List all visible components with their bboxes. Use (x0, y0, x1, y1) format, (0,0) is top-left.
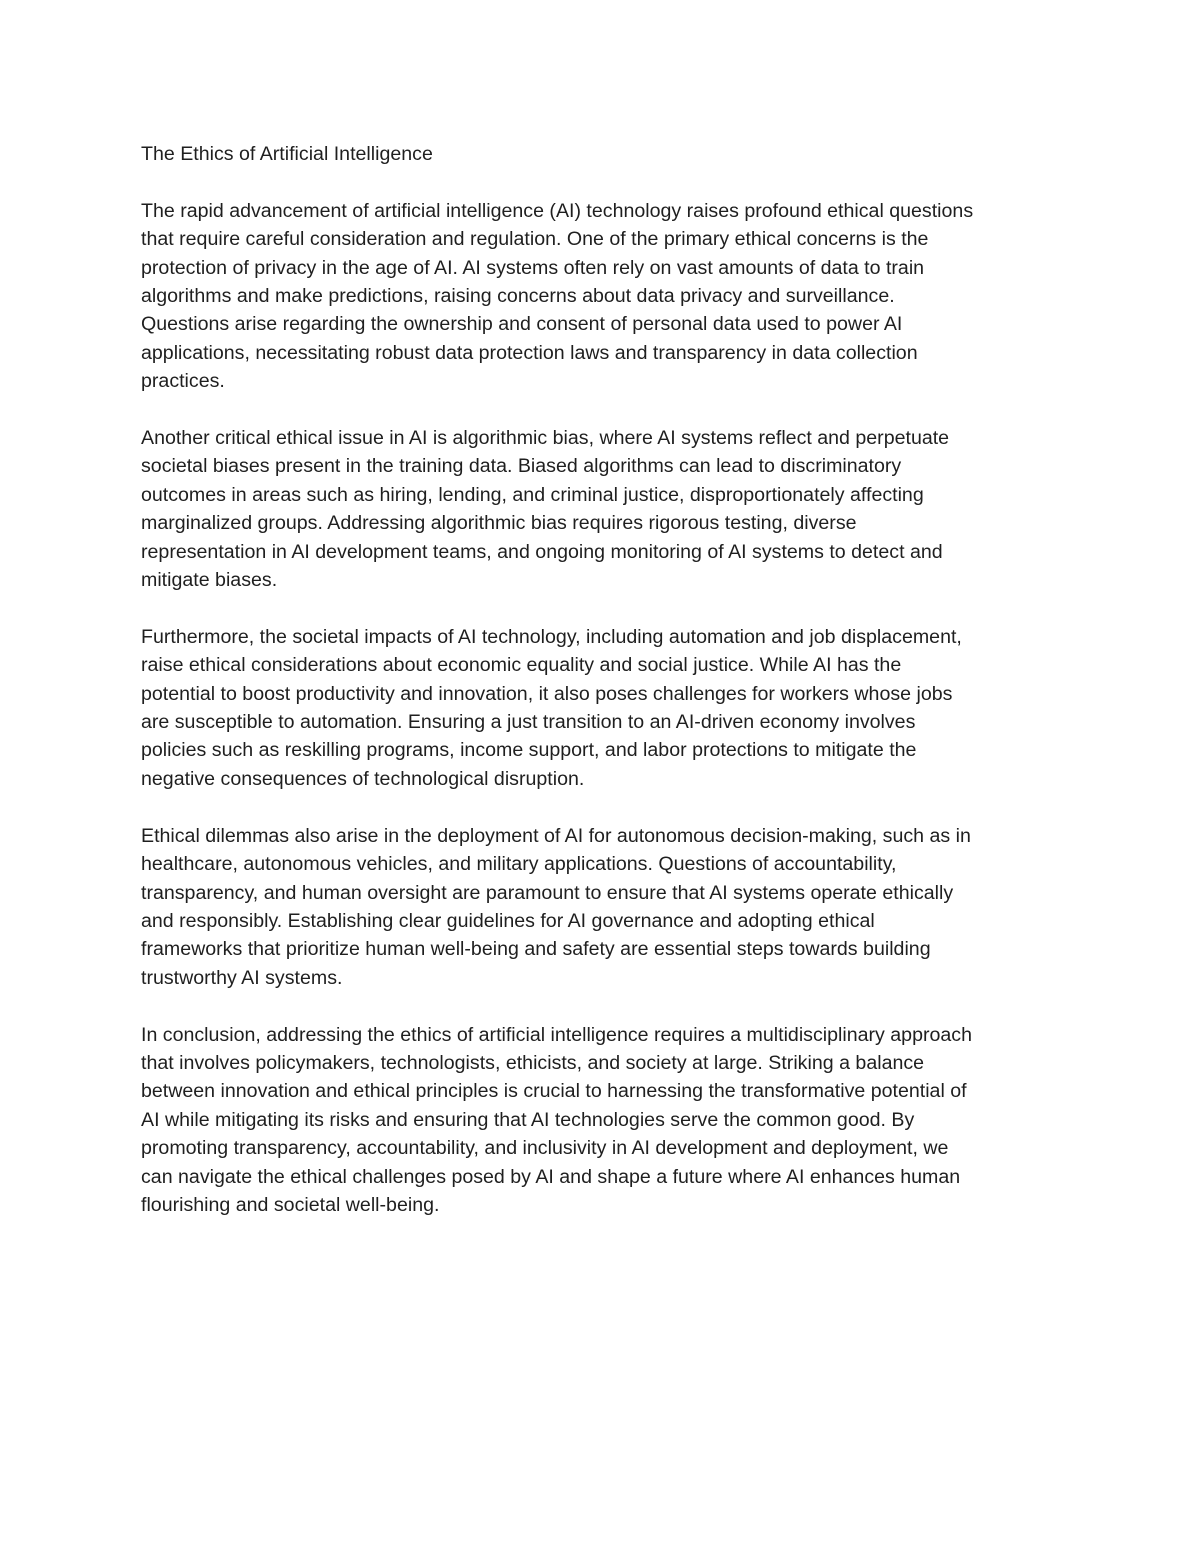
paragraph-line: and responsibly. Establishing clear guidelines for AI governance and adopting ethical (141, 909, 875, 932)
paragraph-line: practices. (141, 370, 225, 393)
paragraph-line: healthcare, autonomous vehicles, and military applications. Questions of accountability, (141, 853, 897, 876)
document-body (141, 140, 1071, 1248)
paragraph-line: mitigate biases. (141, 569, 278, 592)
paragraph-line: frameworks that prioritize human well-being and safety are essential steps towards building (141, 938, 931, 961)
paragraph-privacy (141, 197, 1071, 396)
paragraph-line: are susceptible to automation. Ensuring a just transition to an AI-driven economy involves (141, 711, 916, 734)
paragraph-line: between innovation and ethical principles is crucial to harnessing the transformative potential of (141, 1080, 967, 1103)
paragraph-line: that involves policymakers, technologists, ethicists, and society at large. Striking a balance (141, 1051, 925, 1074)
paragraph-line: transparency, and human oversight are paramount to ensure that AI systems operate ethically (141, 881, 954, 904)
paragraph-line: representation in AI development teams, and ongoing monitoring of AI systems to detect and (141, 540, 943, 563)
paragraph-line: raise ethical considerations about economic equality and social justice. While AI has the (141, 654, 902, 677)
paragraph-line: In conclusion, addressing the ethics of artificial intelligence requires a multidisciplinary approach (141, 1023, 972, 1046)
document-title: The Ethics of Artificial Intelligence (141, 143, 433, 165)
paragraph-conclusion (141, 1021, 1071, 1220)
paragraph-line: can navigate the ethical challenges posed by AI and shape a future where AI enhances human (141, 1165, 961, 1188)
paragraph-line: that require careful consideration and regulation. One of the primary ethical concerns is the (141, 228, 929, 251)
paragraph-line: algorithms and make predictions, raising concerns about data privacy and surveillance. (141, 285, 895, 308)
paragraph-bias (141, 424, 1071, 594)
paragraph-line: Questions arise regarding the ownership and consent of personal data used to power AI (141, 313, 903, 336)
paragraph-line: outcomes in areas such as hiring, lending, and criminal justice, disproportionately affecting (141, 483, 924, 506)
paragraph-line: protection of privacy in the age of AI. AI systems often rely on vast amounts of data to train (141, 256, 925, 279)
paragraph-line: AI while mitigating its risks and ensuring that AI technologies serve the common good. By (141, 1108, 915, 1131)
paragraph-line: trustworthy AI systems. (141, 966, 343, 989)
paragraph-line: Furthermore, the societal impacts of AI technology, including automation and job displacement, (141, 625, 962, 648)
paragraph-autonomous-decisions (141, 822, 1071, 992)
paragraph-line: policies such as reskilling programs, income support, and labor protections to mitigate the (141, 739, 917, 762)
paragraph-line: flourishing and societal well-being. (141, 1193, 440, 1216)
paragraph-line: The rapid advancement of artificial intelligence (AI) technology raises profound ethical questions (141, 199, 974, 222)
paragraph-societal-impacts (141, 623, 1071, 793)
paragraph-line: societal biases present in the training data. Biased algorithms can lead to discriminatory (141, 455, 902, 478)
paragraph-line: potential to boost productivity and innovation, it also poses challenges for workers whose jobs (141, 682, 953, 705)
paragraph-line: negative consequences of technological disruption. (141, 767, 585, 790)
paragraph-line: applications, necessitating robust data protection laws and transparency in data collection (141, 341, 918, 364)
paragraph-line: promoting transparency, accountability, and inclusivity in AI development and deployment, we (141, 1137, 949, 1160)
paragraph-line: Another critical ethical issue in AI is algorithmic bias, where AI systems reflect and perpetuate (141, 427, 950, 450)
paragraph-line: Ethical dilemmas also arise in the deployment of AI for autonomous decision-making, such as in (141, 824, 971, 847)
paragraph-line: marginalized groups. Addressing algorithmic bias requires rigorous testing, diverse (141, 512, 857, 535)
